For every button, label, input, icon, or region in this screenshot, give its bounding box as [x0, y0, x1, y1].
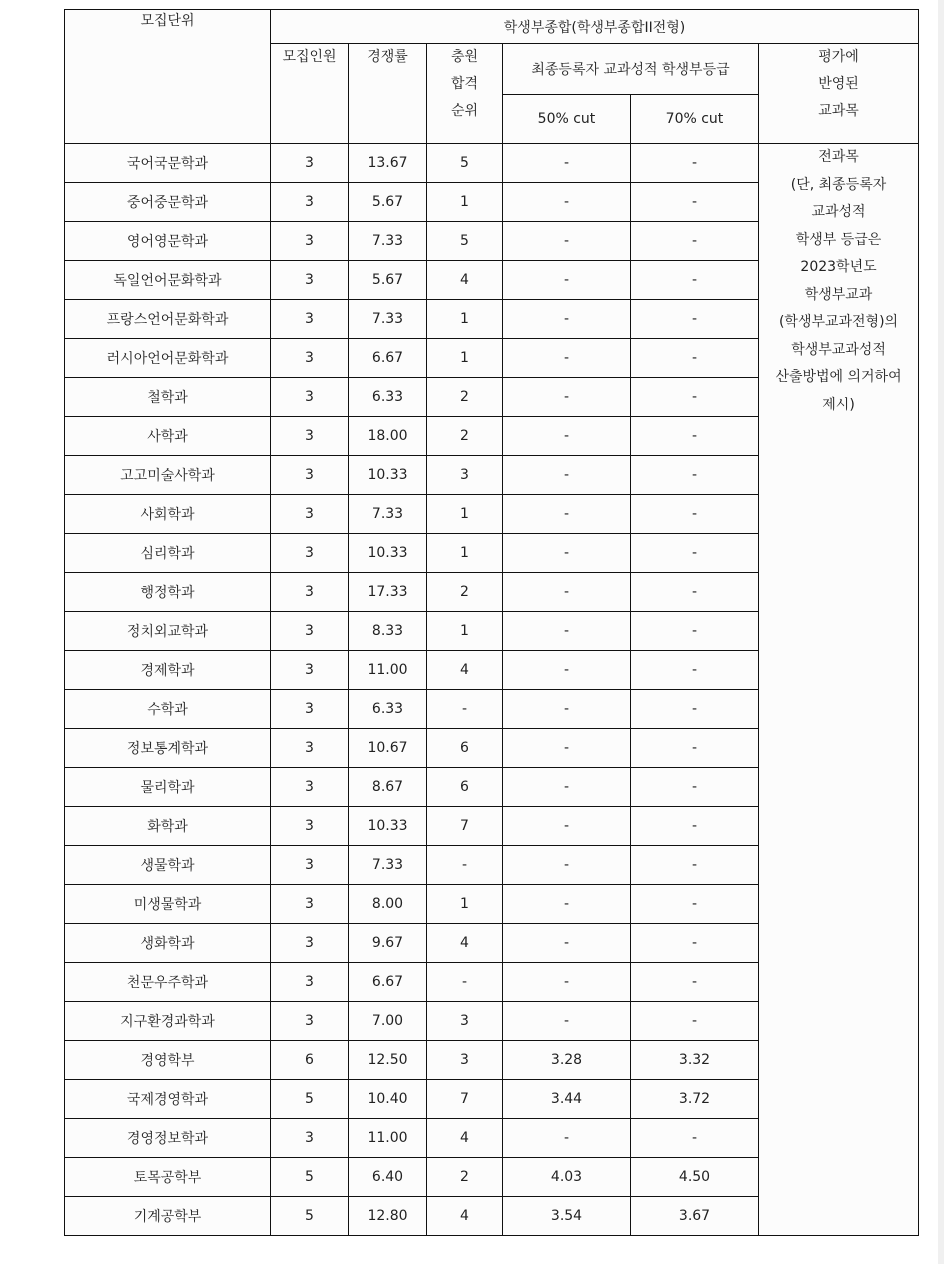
cell-quota: 3	[271, 222, 349, 261]
cell-rate: 6.33	[349, 690, 427, 729]
cell-cut50: -	[503, 378, 631, 417]
cell-quota: 3	[271, 846, 349, 885]
cell-unit: 행정학과	[65, 573, 271, 612]
cell-unit: 천문우주학과	[65, 963, 271, 1002]
cell-cut70: 3.67	[631, 1197, 759, 1236]
cell-rate: 18.00	[349, 417, 427, 456]
cell-rate: 5.67	[349, 261, 427, 300]
header-group: 학생부종합(학생부종합II전형)	[271, 10, 919, 44]
cell-cut70: -	[631, 612, 759, 651]
cell-quota: 3	[271, 612, 349, 651]
cell-rank: 4	[427, 261, 503, 300]
cell-rate: 11.00	[349, 1119, 427, 1158]
cell-unit: 사회학과	[65, 495, 271, 534]
cell-unit: 러시아언어문화학과	[65, 339, 271, 378]
cell-rate: 12.50	[349, 1041, 427, 1080]
table-row	[65, 144, 919, 183]
cell-rank: 1	[427, 300, 503, 339]
cell-rate: 6.67	[349, 339, 427, 378]
page-scrollbar[interactable]	[938, 0, 944, 1264]
cell-cut50: -	[503, 261, 631, 300]
cell-cut50: 4.03	[503, 1158, 631, 1197]
subjects-note-line: 2023학년도	[800, 259, 877, 275]
cell-quota: 3	[271, 729, 349, 768]
cell-rank: 1	[427, 885, 503, 924]
cell-unit: 생물학과	[65, 846, 271, 885]
cell-unit: 토목공학부	[65, 1158, 271, 1197]
header-rank-line: 합격	[450, 76, 479, 92]
cell-unit: 정치외교학과	[65, 612, 271, 651]
cell-quota: 3	[271, 963, 349, 1002]
cell-unit: 수학과	[65, 690, 271, 729]
cell-rate: 13.67	[349, 144, 427, 183]
cell-unit: 지구환경과학과	[65, 1002, 271, 1041]
header-subjects-line: 반영된	[818, 76, 859, 92]
cell-rank: 7	[427, 1080, 503, 1119]
cell-rank: 6	[427, 768, 503, 807]
cell-unit: 철학과	[65, 378, 271, 417]
cell-rate: 10.33	[349, 456, 427, 495]
cell-rank: 4	[427, 651, 503, 690]
cell-quota: 5	[271, 1080, 349, 1119]
cell-rate: 7.33	[349, 222, 427, 261]
cell-cut70: -	[631, 144, 759, 183]
cell-rank: 1	[427, 339, 503, 378]
cell-cut70: -	[631, 1002, 759, 1041]
header-rank-line: 충원	[450, 49, 479, 65]
header-subjects-line: 교과목	[818, 103, 859, 119]
cell-rate: 12.80	[349, 1197, 427, 1236]
cell-quota: 3	[271, 1002, 349, 1041]
cell-quota: 5	[271, 1197, 349, 1236]
cell-unit: 정보통계학과	[65, 729, 271, 768]
cell-cut50: -	[503, 1119, 631, 1158]
cell-cut50: -	[503, 729, 631, 768]
cell-rank: 3	[427, 1041, 503, 1080]
cell-rate: 10.33	[349, 534, 427, 573]
cell-rate: 10.33	[349, 807, 427, 846]
cell-cut70: -	[631, 885, 759, 924]
cell-cut70: -	[631, 378, 759, 417]
cell-cut70: 4.50	[631, 1158, 759, 1197]
cell-rate: 6.67	[349, 963, 427, 1002]
cell-rank: 2	[427, 417, 503, 456]
cell-rank: 6	[427, 729, 503, 768]
cell-cut70: -	[631, 846, 759, 885]
cell-unit: 기계공학부	[65, 1197, 271, 1236]
subjects-note-line: (학생부교과전형)의	[778, 314, 899, 330]
cell-rate: 11.00	[349, 651, 427, 690]
cell-quota: 3	[271, 807, 349, 846]
cell-unit: 경제학과	[65, 651, 271, 690]
cell-unit: 생화학과	[65, 924, 271, 963]
cell-rate: 8.33	[349, 612, 427, 651]
cell-quota: 3	[271, 651, 349, 690]
cell-cut50: -	[503, 222, 631, 261]
cell-cut70: -	[631, 924, 759, 963]
cell-cut50: -	[503, 144, 631, 183]
header-quota: 모집인원	[271, 44, 349, 144]
cell-cut50: 3.44	[503, 1080, 631, 1119]
cell-cut70: -	[631, 495, 759, 534]
cell-rank: 1	[427, 495, 503, 534]
cell-quota: 3	[271, 417, 349, 456]
cell-cut50: 3.54	[503, 1197, 631, 1236]
cell-cut70: 3.72	[631, 1080, 759, 1119]
cell-rank: 4	[427, 924, 503, 963]
cell-unit: 화학과	[65, 807, 271, 846]
cell-cut50: -	[503, 573, 631, 612]
cell-quota: 3	[271, 495, 349, 534]
cell-cut50: -	[503, 690, 631, 729]
header-rate: 경쟁률	[349, 44, 427, 144]
header-rank	[427, 44, 503, 144]
cell-cut70: -	[631, 261, 759, 300]
cell-unit: 경영학부	[65, 1041, 271, 1080]
subjects-note-line: 교과성적	[811, 204, 866, 220]
cell-cut50: -	[503, 417, 631, 456]
cell-rate: 8.67	[349, 768, 427, 807]
subjects-note-line: 제시)	[822, 396, 855, 413]
subjects-note-line: 학생부교과	[804, 286, 873, 303]
cell-quota: 3	[271, 456, 349, 495]
cell-quota: 3	[271, 690, 349, 729]
cell-rate: 17.33	[349, 573, 427, 612]
table-header	[65, 10, 919, 144]
cell-cut50: -	[503, 846, 631, 885]
cell-unit: 고고미술사학과	[65, 456, 271, 495]
cell-rank: 1	[427, 534, 503, 573]
cell-rank: 2	[427, 378, 503, 417]
cell-unit: 프랑스언어문화학과	[65, 300, 271, 339]
admission-results-table	[64, 9, 919, 1236]
cell-cut70: -	[631, 768, 759, 807]
cell-quota: 3	[271, 768, 349, 807]
header-subjects	[759, 44, 919, 144]
subjects-note-line: (단, 최종등록자	[790, 176, 887, 193]
cell-unit: 미생물학과	[65, 885, 271, 924]
cell-rate: 7.00	[349, 1002, 427, 1041]
cell-quota: 3	[271, 573, 349, 612]
cell-unit: 경영정보학과	[65, 1119, 271, 1158]
header-rank-line: 순위	[450, 103, 479, 119]
cell-quota: 3	[271, 924, 349, 963]
cell-cut70: -	[631, 690, 759, 729]
cell-rank: 2	[427, 573, 503, 612]
cell-cut70: -	[631, 1119, 759, 1158]
cell-quota: 5	[271, 1158, 349, 1197]
cell-cut50: -	[503, 495, 631, 534]
cell-cut50: -	[503, 612, 631, 651]
cell-cut50: -	[503, 534, 631, 573]
cell-cut50: 3.28	[503, 1041, 631, 1080]
cell-cut70: -	[631, 534, 759, 573]
cell-rate: 10.40	[349, 1080, 427, 1119]
cell-quota: 3	[271, 378, 349, 417]
cell-cut50: -	[503, 885, 631, 924]
cell-rate: 6.40	[349, 1158, 427, 1197]
subjects-note-line: 산출방법에 의거하여	[775, 369, 902, 385]
cell-unit: 국제경영학과	[65, 1080, 271, 1119]
cell-unit: 국어국문학과	[65, 144, 271, 183]
cell-rank: 4	[427, 1119, 503, 1158]
cell-quota: 3	[271, 339, 349, 378]
header-cut50: 50% cut	[503, 95, 631, 144]
cell-cut70: -	[631, 417, 759, 456]
cell-rate: 8.00	[349, 885, 427, 924]
subjects-note-line: 전과목	[818, 149, 859, 165]
cell-rate: 6.33	[349, 378, 427, 417]
cell-cut50: -	[503, 807, 631, 846]
cell-unit: 물리학과	[65, 768, 271, 807]
cell-cut50: -	[503, 768, 631, 807]
cell-cut70: -	[631, 729, 759, 768]
cell-quota: 3	[271, 261, 349, 300]
cell-rank: -	[427, 963, 503, 1002]
cell-cut50: -	[503, 651, 631, 690]
cell-cut50: -	[503, 339, 631, 378]
cell-quota: 3	[271, 300, 349, 339]
cell-rank: 5	[427, 144, 503, 183]
cell-quota: 3	[271, 534, 349, 573]
cell-subjects-note	[759, 144, 919, 1236]
cell-quota: 3	[271, 144, 349, 183]
cell-rank: 7	[427, 807, 503, 846]
cell-cut70: -	[631, 222, 759, 261]
cell-rate: 7.33	[349, 300, 427, 339]
cell-cut50: -	[503, 183, 631, 222]
cell-cut50: -	[503, 300, 631, 339]
cell-rate: 9.67	[349, 924, 427, 963]
cell-cut50: -	[503, 456, 631, 495]
cell-cut70: -	[631, 651, 759, 690]
cell-rank: 5	[427, 222, 503, 261]
cell-quota: 3	[271, 885, 349, 924]
cell-quota: 3	[271, 1119, 349, 1158]
cell-quota: 6	[271, 1041, 349, 1080]
cell-cut70: 3.32	[631, 1041, 759, 1080]
cell-cut50: -	[503, 963, 631, 1002]
cell-unit: 사학과	[65, 417, 271, 456]
cell-rate: 10.67	[349, 729, 427, 768]
cell-quota: 3	[271, 183, 349, 222]
header-subjects-line: 평가에	[818, 49, 859, 65]
header-unit: 모집단위	[65, 10, 271, 144]
cell-cut70: -	[631, 573, 759, 612]
cell-unit: 독일언어문화학과	[65, 261, 271, 300]
cell-rank: -	[427, 846, 503, 885]
cell-rank: 1	[427, 612, 503, 651]
cell-unit: 중어중문학과	[65, 183, 271, 222]
table-body	[65, 144, 919, 1236]
cell-cut70: -	[631, 807, 759, 846]
cell-rank: 1	[427, 183, 503, 222]
cell-rank: -	[427, 690, 503, 729]
cell-cut70: -	[631, 300, 759, 339]
cell-cut50: -	[503, 924, 631, 963]
cell-rank: 4	[427, 1197, 503, 1236]
cell-cut70: -	[631, 963, 759, 1002]
cell-cut70: -	[631, 456, 759, 495]
cell-cut70: -	[631, 339, 759, 378]
header-grade-group: 최종등록자 교과성적 학생부등급	[503, 44, 759, 95]
cell-cut70: -	[631, 183, 759, 222]
subjects-note-line: 학생부 등급은	[795, 231, 882, 248]
cell-unit: 심리학과	[65, 534, 271, 573]
header-cut70: 70% cut	[631, 95, 759, 144]
cell-rate: 5.67	[349, 183, 427, 222]
cell-unit: 영어영문학과	[65, 222, 271, 261]
cell-rank: 2	[427, 1158, 503, 1197]
cell-rate: 7.33	[349, 495, 427, 534]
cell-rate: 7.33	[349, 846, 427, 885]
subjects-note-line: 학생부교과성적	[791, 341, 886, 358]
cell-rank: 3	[427, 456, 503, 495]
cell-rank: 3	[427, 1002, 503, 1041]
cell-cut50: -	[503, 1002, 631, 1041]
